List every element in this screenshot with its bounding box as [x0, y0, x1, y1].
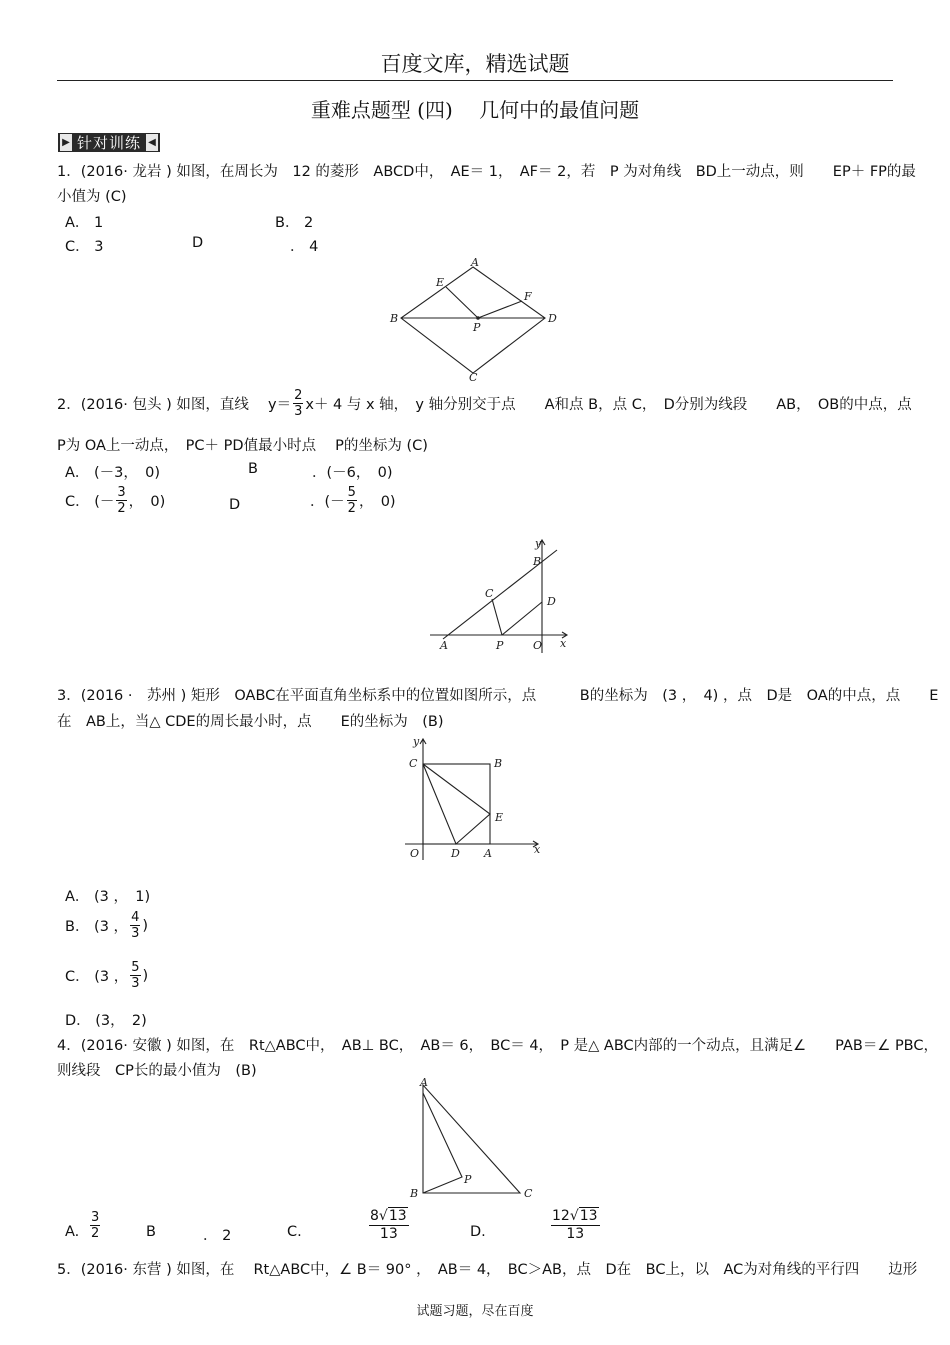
q2-line1-pre: 2．(2016· 包头 ) 如图，直线 y＝: [57, 397, 292, 413]
label-y: y: [535, 537, 542, 550]
opt-fraction: [369, 1208, 409, 1243]
radicand: 13: [579, 1208, 598, 1224]
q2-option-a: A． (－3， 0): [65, 465, 161, 481]
q4-line1: 4．(2016· 安徽 ) 如图，在 Rt△ABC中， AB⊥ BC， AB＝ 6， BC＝ 4， P 是△ ABC内部的一个动点，且满足∠ PAB＝∠ PBC，: [57, 1038, 938, 1054]
q2-option-b-letter: B: [248, 461, 258, 477]
q4-option-d-fraction: [549, 1208, 602, 1243]
q4-option-a-label: A.: [65, 1224, 80, 1240]
q4-triangle-figure: [400, 1075, 545, 1205]
frac-den: 2: [117, 501, 126, 516]
frac-num: 4: [131, 910, 140, 925]
q2-line1-post: x＋ 4 与 x 轴， y 轴分别交于点 A和点 B，点 C， D分别为线段 AB， OB的中点，点: [305, 397, 912, 413]
label-a: A: [484, 847, 492, 860]
label-d: D: [451, 847, 460, 860]
label-x: x: [560, 637, 567, 650]
q3-option-c: [65, 960, 148, 991]
label-o: O: [410, 847, 420, 860]
opt-fraction: [347, 485, 357, 516]
opt-post: ): [142, 967, 149, 984]
q1-line1: 1．(2016· 龙岩 ) 如图，在周长为 12 的菱形 ABCD中， AE＝ 1， AF＝ 2，若 P 为对角线 BD上一动点，则 EP＋ FP的最: [57, 164, 916, 180]
q4-option-c-fraction: [367, 1208, 411, 1243]
practice-badge-label: 针对训练: [77, 134, 142, 152]
opt-pre: ．(－: [310, 494, 345, 510]
label-e: E: [436, 276, 445, 289]
frac-den: 13: [566, 1226, 585, 1242]
q3-line2: 在 AB上，当△ CDE的周长最小时，点 E的坐标为 (B): [57, 714, 444, 730]
q4-option-c-label: C.: [287, 1224, 302, 1240]
frac-num: 8√13: [370, 1208, 407, 1224]
frac-den: 3: [294, 404, 303, 419]
q3-rectangle-figure: [400, 735, 550, 863]
q1-option-c: C． 3: [65, 239, 104, 255]
q3-option-d: D． (3， 2): [65, 1013, 147, 1029]
q2-line1: [57, 388, 912, 419]
opt-fraction: [90, 1210, 100, 1241]
q3-line1: 3．(2016 · 苏州 ) 矩形 OABC在平面直角坐标系中的位置如图所示，点 B的坐标为 (3 ， 4) ，点 D是 OA的中点，点 E: [57, 688, 939, 704]
coef: 8: [370, 1208, 379, 1224]
q1-option-d-value: ． 4: [290, 239, 319, 255]
frac-den: 2: [91, 1226, 100, 1241]
segment-ep: [446, 287, 478, 318]
q5-line1: 5．(2016· 东营 ) 如图，在 Rt△ABC中，∠ B＝ 90° ， AB＝ 4， BC＞AB，点 D在 BC上，以 AC为对角线的平行四 边形: [57, 1262, 918, 1278]
coef: 12: [552, 1208, 570, 1224]
frac-den: 3: [131, 976, 140, 991]
triangle-cde: [423, 764, 490, 844]
label-c: C: [485, 587, 494, 600]
label-y: y: [413, 735, 420, 748]
label-b: B: [390, 312, 399, 325]
opt-post: ， 0): [128, 494, 166, 510]
q2-slope-fraction: [293, 388, 303, 419]
point-p: [476, 316, 480, 320]
label-a: A: [420, 1076, 428, 1089]
q2-line2: P为 OA上一动点， PC＋ PD值最小时点 P的坐标为 (C): [57, 438, 428, 454]
segments-ap-pb: [423, 1093, 462, 1193]
practice-badge: [58, 133, 160, 152]
label-p: P: [464, 1173, 472, 1186]
opt-pre: C． (－: [65, 494, 115, 510]
q1-option-b: B． 2: [275, 215, 314, 231]
frac-num: 3: [91, 1210, 100, 1225]
q4-line2: 则线段 CP长的最小值为 (B): [57, 1063, 257, 1079]
label-b: B: [494, 757, 503, 770]
rectangle-oabc: [423, 764, 490, 844]
header-divider: [57, 80, 893, 81]
frac-den: 3: [131, 926, 140, 941]
q3-option-a: A． (3 ， 1): [65, 889, 151, 905]
opt-fraction: [130, 960, 140, 991]
radicand: 13: [388, 1208, 407, 1224]
label-e: E: [495, 811, 504, 824]
q1-option-a: A． 1: [65, 215, 104, 231]
label-c: C: [469, 371, 478, 384]
frac-den: 13: [379, 1226, 398, 1242]
frac-num: 3: [117, 485, 126, 500]
label-d: D: [548, 312, 557, 325]
label-p: P: [473, 321, 481, 334]
label-a: A: [471, 256, 479, 269]
label-a: A: [440, 639, 448, 652]
rhombus-abcd: [401, 267, 545, 373]
segment-pd: [502, 602, 542, 635]
frac-num: 12√13: [552, 1208, 598, 1224]
triangle-abc: [423, 1085, 520, 1193]
play-left-icon: ◀: [146, 134, 158, 151]
q2-option-d-letter: D: [229, 497, 241, 513]
opt-fraction: [130, 910, 140, 941]
page-header-title: 百度文库，精选试题: [380, 52, 570, 76]
q1-rhombus-figure: [385, 255, 565, 385]
q1-option-d-letter: D: [192, 235, 204, 251]
label-o: O: [533, 639, 543, 652]
label-b: B: [410, 1187, 419, 1200]
label-x: x: [534, 843, 541, 856]
q1-line2: 小值为 (C): [57, 189, 127, 205]
q4-option-a-fraction: [88, 1210, 102, 1241]
label-b: B: [533, 555, 542, 568]
opt-pre: B． (3 ，: [65, 919, 129, 935]
q2-option-d: [310, 485, 396, 516]
frac-den: 2: [347, 501, 356, 516]
segment-cp: [492, 599, 502, 635]
label-c: C: [524, 1187, 533, 1200]
q4-option-d-label: D.: [470, 1224, 486, 1240]
q4-option-b-letter: B: [146, 1224, 156, 1240]
opt-pre: C． (3 ，: [65, 969, 129, 985]
label-d: D: [547, 595, 556, 608]
label-f: F: [524, 290, 532, 303]
opt-fraction: [551, 1208, 600, 1243]
opt-post: ， 0): [358, 494, 396, 510]
q2-option-c: [65, 485, 165, 516]
q4-option-b-value: ． 2: [203, 1228, 232, 1244]
label-p: P: [496, 639, 504, 652]
frac-num: 5: [131, 960, 140, 975]
frac-num: 2: [294, 388, 303, 403]
segment-pf: [478, 301, 522, 318]
label-c: C: [409, 757, 418, 770]
page-footer: 试题习题，尽在百度: [416, 1304, 534, 1319]
opt-post: ): [142, 917, 149, 934]
play-right-icon: ▶: [60, 134, 72, 151]
q3-option-b: [65, 910, 148, 941]
q2-option-b-value: ．(－6， 0): [312, 465, 393, 481]
q2-line-figure: [425, 535, 575, 660]
section-title: 重难点题型 (四) 几何中的最值问题: [310, 98, 640, 122]
opt-fraction: [116, 485, 126, 516]
frac-num: 5: [347, 485, 356, 500]
